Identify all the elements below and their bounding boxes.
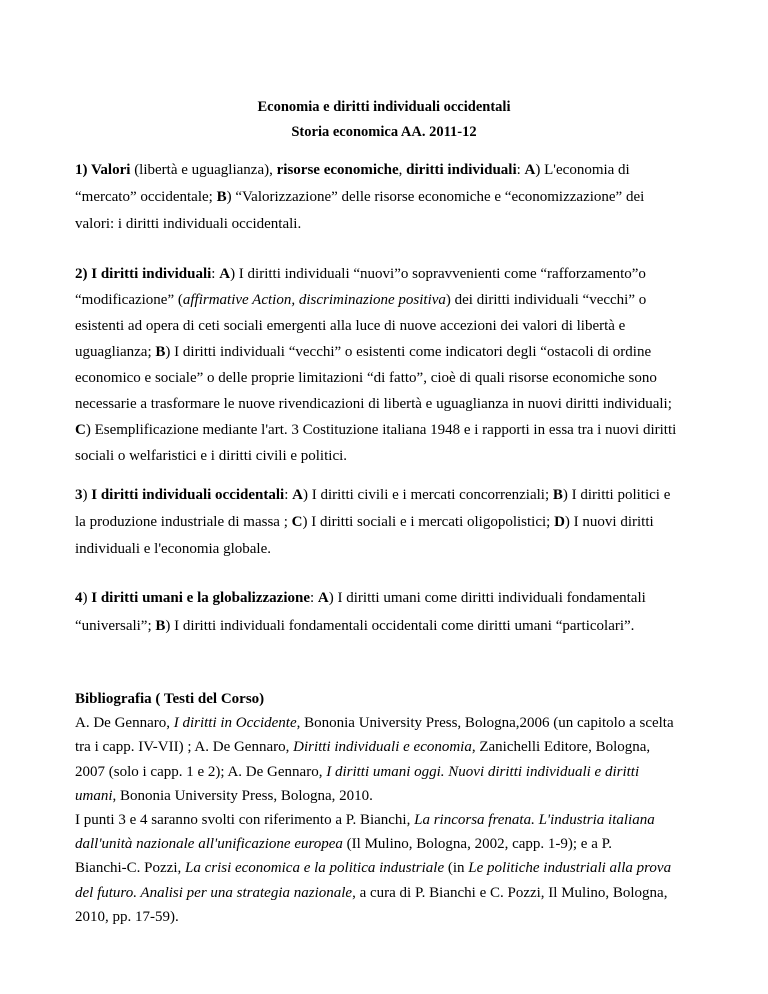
bold-run: B: [216, 189, 227, 205]
text-run: , a cura di P. Bianchi e C. Pozzi, Il Mulino, Bologna,: [352, 884, 668, 901]
text-line: [75, 786, 373, 806]
bold-run: risorse economiche: [276, 162, 399, 178]
bold-run: B: [155, 344, 166, 360]
text-run: uguaglianza;: [75, 344, 156, 360]
text-run: ) I diritti umani come diritti individuali fondamentali: [328, 590, 646, 606]
bold-run: D: [554, 514, 565, 530]
bold-run: Bibliografia ( Testi del Corso): [75, 691, 265, 707]
bold-run: 2) I diritti individuali: [75, 266, 212, 282]
text-run: ) I diritti civili e i mercati concorrenziali;: [302, 487, 553, 503]
text-line: [75, 810, 655, 830]
text-run: economico e sociale” o delle proprie limitazioni “di fatto”, cioè di quali risorse economiche sono: [75, 370, 657, 386]
bold-run: A: [292, 487, 303, 503]
text-run: “modificazione” (: [75, 292, 183, 308]
text-line: [75, 858, 671, 878]
text-run: la produzione industriale di massa ;: [75, 514, 292, 530]
text-line: [75, 883, 667, 903]
text-line: [75, 290, 646, 310]
bold-run: I diritti umani e la globalizzazione: [91, 590, 310, 606]
text-run: , Zanichelli Editore, Bologna,: [471, 739, 651, 756]
text-run: ): [82, 487, 92, 503]
text-run: :: [211, 266, 220, 282]
text-line: [75, 160, 630, 180]
text-run: esistenti ad opera di ceti sociali emergenti alla luce di nuove accezioni dei valori di libertà e: [75, 318, 626, 334]
text-line: [75, 446, 347, 466]
text-line: [75, 713, 674, 733]
text-line: [75, 394, 672, 414]
text-line: [75, 907, 179, 927]
text-run: ) I diritti sociali e i mercati oligopolistici;: [302, 514, 555, 530]
text-run: I punti 3 e 4 saranno svolti con riferimento a P. Bianchi,: [75, 812, 415, 828]
text-run: ) I nuovi diritti: [564, 514, 654, 530]
text-run: A. De Gennaro,: [75, 715, 174, 732]
text-run: ) Esemplificazione mediante l'art. 3 Costituzione italiana 1948 e i rapporti in essa tra i nuovi diritti: [85, 422, 677, 438]
text-run: valori: i diritti individuali occidentali.: [75, 216, 302, 232]
text-run: 2007 (solo i capp. 1 e 2); A. De Gennaro,: [75, 763, 327, 780]
text-line: [75, 539, 271, 559]
bold-run: diritti individuali: [406, 162, 517, 178]
bold-run: A: [219, 266, 231, 282]
italic-run: I diritti umani oggi. Nuovi diritti individuali e diritti: [326, 763, 640, 780]
italic-run: Le politiche industriali alla prova: [468, 860, 672, 877]
italic-run: affirmative Action, discriminazione positiva: [182, 292, 446, 308]
document-subtitle: Storia economica AA. 2011-12: [291, 124, 477, 140]
text-run: (libertà e uguaglianza),: [130, 162, 277, 178]
bold-run: B: [155, 618, 166, 634]
text-run: ) dei diritti individuali “vecchi” o: [445, 292, 647, 308]
text-line: [75, 187, 644, 207]
text-run: ) “Valorizzazione” delle risorse economiche e “economizzazione” dei: [226, 189, 645, 205]
text-line: [75, 342, 651, 362]
text-run: (Il Mulino, Bologna, 2002, capp. 1-9); e a P.: [342, 836, 613, 853]
text-run: 2010, pp. 17-59).: [75, 908, 179, 925]
text-run: :: [516, 162, 525, 178]
text-run: :: [284, 487, 293, 503]
italic-run: I diritti in Occidente: [173, 715, 297, 732]
bold-run: C: [291, 514, 303, 530]
text-line: [75, 420, 676, 440]
bold-run: I diritti individuali occidentali: [91, 487, 285, 503]
italic-run: umani: [75, 787, 113, 804]
text-line: [75, 368, 657, 388]
text-run: “mercato” occidentale;: [75, 189, 217, 205]
text-run: ) I diritti individuali fondamentali occidentali come diritti umani “particolari”.: [165, 618, 635, 634]
italic-run: dall'unità nazionale all'unificazione europea: [75, 836, 343, 853]
text-run: tra i capp. IV-VII) ; A. De Gennaro,: [75, 739, 294, 756]
text-run: “universali”;: [75, 618, 156, 634]
italic-run: La rincorsa frenata. L'industria italiana: [414, 812, 655, 828]
italic-run: Diritti individuali e economia: [293, 739, 472, 756]
text-run: ) L'economia di: [535, 162, 630, 178]
text-run: , Bononia University Press, Bologna, 2010.: [112, 787, 373, 804]
bold-run: 4: [75, 590, 83, 606]
text-line: [75, 214, 301, 234]
text-run: Bianchi-C. Pozzi,: [75, 860, 185, 877]
text-line: [75, 737, 650, 757]
bold-run: A: [317, 590, 329, 606]
text-line: [75, 834, 612, 854]
text-run: ): [82, 590, 92, 606]
text-line: [75, 264, 646, 284]
text-line: [75, 689, 264, 709]
bold-run: A: [524, 162, 536, 178]
text-run: ) I diritti individuali “nuovi”o sopravvenienti come “rafforzamento”o: [230, 266, 646, 282]
document-title: Economia e diritti individuali occidentali: [257, 99, 511, 115]
text-line: [75, 512, 654, 532]
text-run: sociali o welfaristici e i diritti civili e politici.: [75, 448, 348, 464]
text-line: [75, 762, 639, 782]
italic-run: del futuro. Analisi per una strategia nazionale: [75, 884, 353, 901]
bold-run: C: [75, 422, 86, 438]
text-run: necessarie a trasformare le nuove rivendicazioni di libertà e uguaglianza in nuovi diritti individuali;: [75, 396, 672, 412]
text-line: [75, 316, 625, 336]
text-run: ,: [398, 162, 407, 178]
text-run: :: [310, 590, 318, 606]
bold-run: B: [552, 487, 563, 503]
text-run: ) I diritti individuali “vecchi” o esistenti come indicatori degli “ostacoli di ordine: [165, 344, 652, 360]
text-run: , Bononia University Press, Bologna,2006 (un capitolo a scelta: [296, 715, 674, 732]
text-run: ) I diritti politici e: [562, 487, 671, 503]
bold-run: 3: [75, 487, 83, 503]
italic-run: La crisi economica e la politica industriale: [184, 860, 445, 877]
text-run: individuali e l'economia globale.: [75, 541, 271, 557]
bold-run: 1) Valori: [75, 162, 131, 178]
text-line: [75, 485, 670, 505]
text-line: [75, 588, 646, 608]
text-line: [75, 616, 634, 636]
text-run: (in: [444, 860, 469, 877]
